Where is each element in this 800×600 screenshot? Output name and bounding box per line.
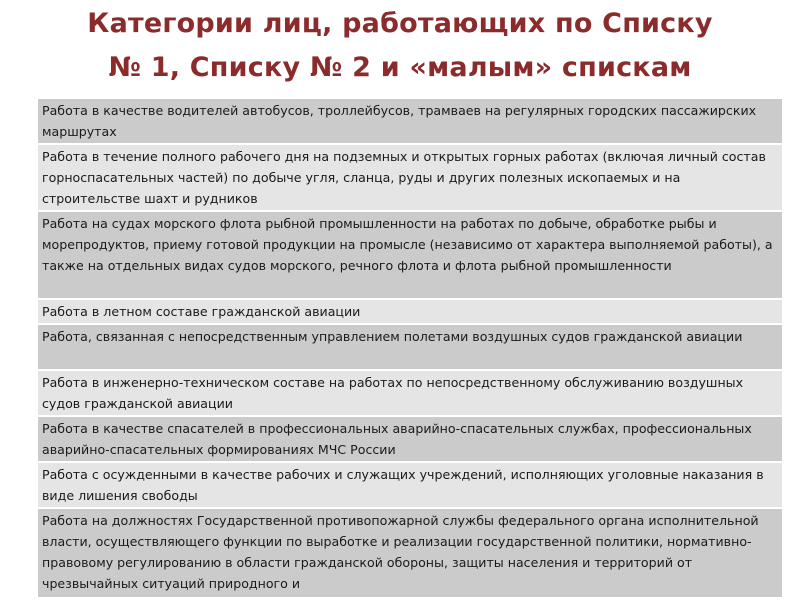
table-row: Работа в летном составе гражданской авиации <box>38 300 782 325</box>
table-row: Работа с осужденными в качестве рабочих и служащих учреждений, исполняющих уголовные наказания в виде лишения свободы <box>38 463 782 509</box>
table-row: Работа в инженерно-техническом составе на работах по непосредственному обслуживанию воздушных судов гражданской авиации <box>38 371 782 417</box>
title-line-2: № 1, Списку № 2 и «малым» спискам <box>108 52 692 83</box>
table-row: Работа на должностях Государственной противопожарной службы федерального органа исполнительной власти, осуществляющего функции по выработке и реализации государственной политики, нормативно-правовому регулированию в области гражданской обороны, защиты населения и территорий от чрезвычайных ситуаций природного и <box>38 509 782 599</box>
page-title <box>0 2 800 90</box>
table-row: Работа в качестве водителей автобусов, троллейбусов, трамваев на регулярных городских пассажирских маршрутах <box>38 99 782 145</box>
categories-table <box>38 99 782 599</box>
table-row: Работа на судах морского флота рыбной промышленности на работах по добыче, обработке рыбы и морепродуктов, приему готовой продукции на промысле (независимо от характера выполняемой работы), а также на отдельных видах судов морского, речного флота и флота рыбной промышленности <box>38 212 782 300</box>
table-row: Работа в течение полного рабочего дня на подземных и открытых горных работах (включая личный состав горноспасательных частей) по добыче угля, сланца, руды и других полезных ископаемых и на строительстве шахт и рудников <box>38 145 782 212</box>
title-line-1: Категории лиц, работающих по Списку <box>87 8 713 39</box>
table-row: Работа в качестве спасателей в профессиональных аварийно-спасательных службах, профессиональных аварийно-спасательных формированиях МЧС России <box>38 417 782 463</box>
table-row: Работа, связанная с непосредственным управлением полетами воздушных судов гражданской авиации <box>38 325 782 371</box>
